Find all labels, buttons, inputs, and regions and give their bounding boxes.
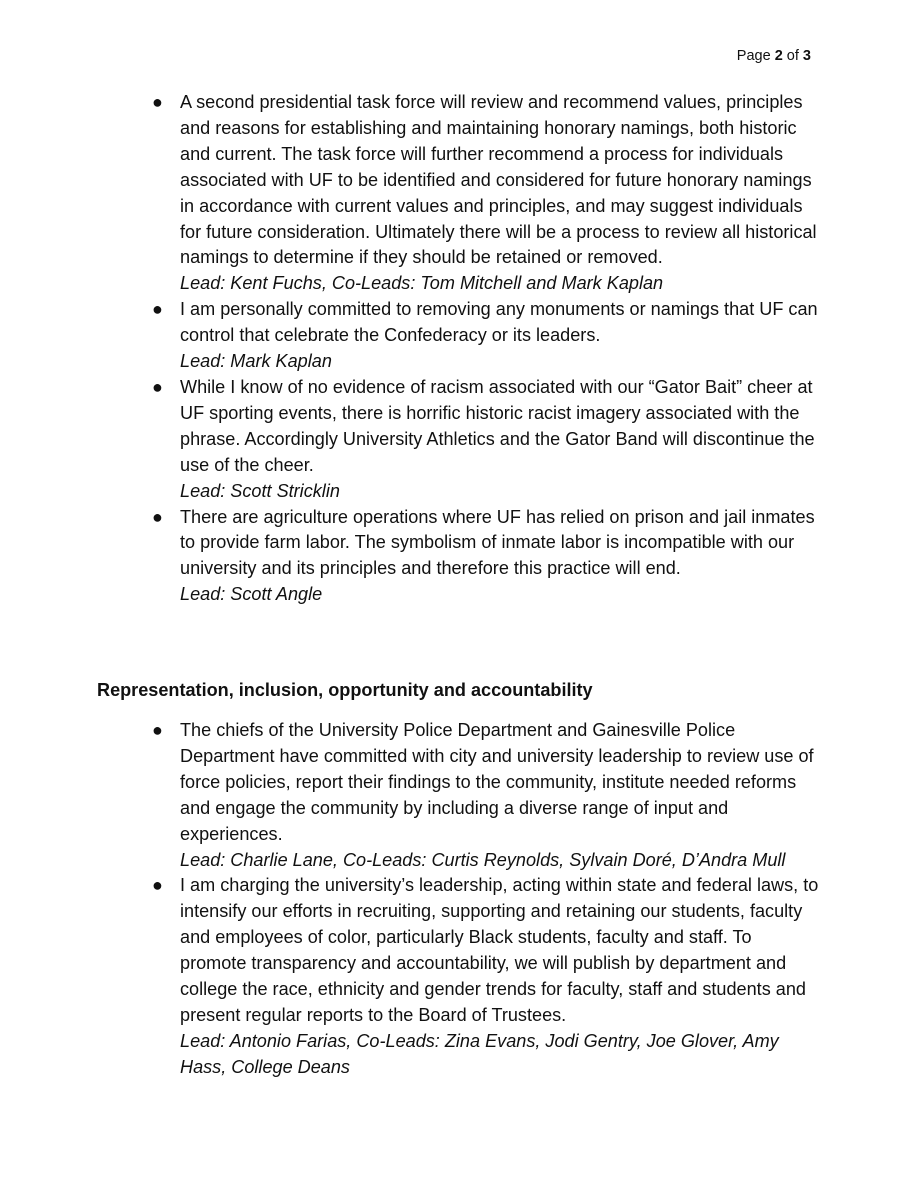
item-text: I am personally committed to removing any monuments or namings that UF can control that celebrate the Confederacy or its leaders. [180,299,818,346]
page-number [737,48,811,64]
section-heading: Representation, inclusion, opportunity and accountability [97,680,593,700]
item-lead: Lead: Charlie Lane, Co-Leads: Curtis Reynolds, Sylvain Doré, D’Andra Mull [180,849,786,870]
bullet-list-representation [0,718,912,1081]
bullet-icon: ● [152,299,163,320]
item-text: There are agriculture operations where UF has relied on prison and jail inmates to provide farm labor. The symbolism of inmate labor is incompatible with our university and its principles and therefore this practice will end. [180,506,815,579]
page-total: 3 [802,48,811,64]
item-lead: Lead: Scott Stricklin [180,480,340,501]
page-label: Page [736,48,771,64]
bullet-icon: ● [152,875,163,896]
page-current: 2 [774,48,783,64]
item-lead: Lead: Mark Kaplan [180,351,332,372]
bullet-list-measures [0,90,912,608]
item-lead: Lead: Kent Fuchs, Co-Leads: Tom Mitchell and Mark Kaplan [180,273,664,294]
item-lead: Lead: Scott Angle [180,584,323,605]
bullet-icon: ● [152,506,163,527]
list-item [0,375,820,505]
item-text: While I know of no evidence of racism associated with our “Gator Bait” cheer at UF sporting events, there is horrific historic racist imagery associated with the phrase. Accordingly University Athletics and the Gator Band will discontinue the use of the cheer. [180,376,815,475]
bullet-icon: ● [152,720,163,740]
bullet-icon: ● [152,376,163,397]
list-item [0,873,820,1080]
list-item [0,718,820,873]
list-item [0,505,820,609]
page-of-label: of [786,48,799,64]
list-item [0,297,820,375]
list-item [0,90,820,297]
item-text: A second presidential task force will review and recommend values, principles and reasons for establishing and maintaining honorary namings, both historic and current. The task force will further recommend a process for individuals associated with UF to be identified and considered for future honorary namings in accordance with current values and principles, and may suggest individuals for future consideration. Ultimately there will be a process to review all historical namings to determine if they should be retained or removed. [180,92,817,268]
item-text: I am charging the university’s leadership, acting within state and federal laws, to intensify our efforts in recruiting, supporting and retaining our students, faculty and employees of color, particularly Black students, faculty and staff. To promote transparency and accountability, we will publish by department and college the race, ethnicity and gender trends for faculty, staff and students and present regular reports to the Board of Trustees. [180,875,819,1025]
bullet-icon: ● [152,92,163,112]
item-lead: Lead: Antonio Farias, Co-Leads: Zina Evans, Jodi Gentry, Joe Glover, Amy Hass, College Deans [180,1030,779,1077]
item-text: The chiefs of the University Police Department and Gainesville Police Department have committed with city and university leadership to review use of force policies, report their findings to the community, institute needed reforms and engage the community by including a diverse range of input and experiences. [180,720,814,844]
